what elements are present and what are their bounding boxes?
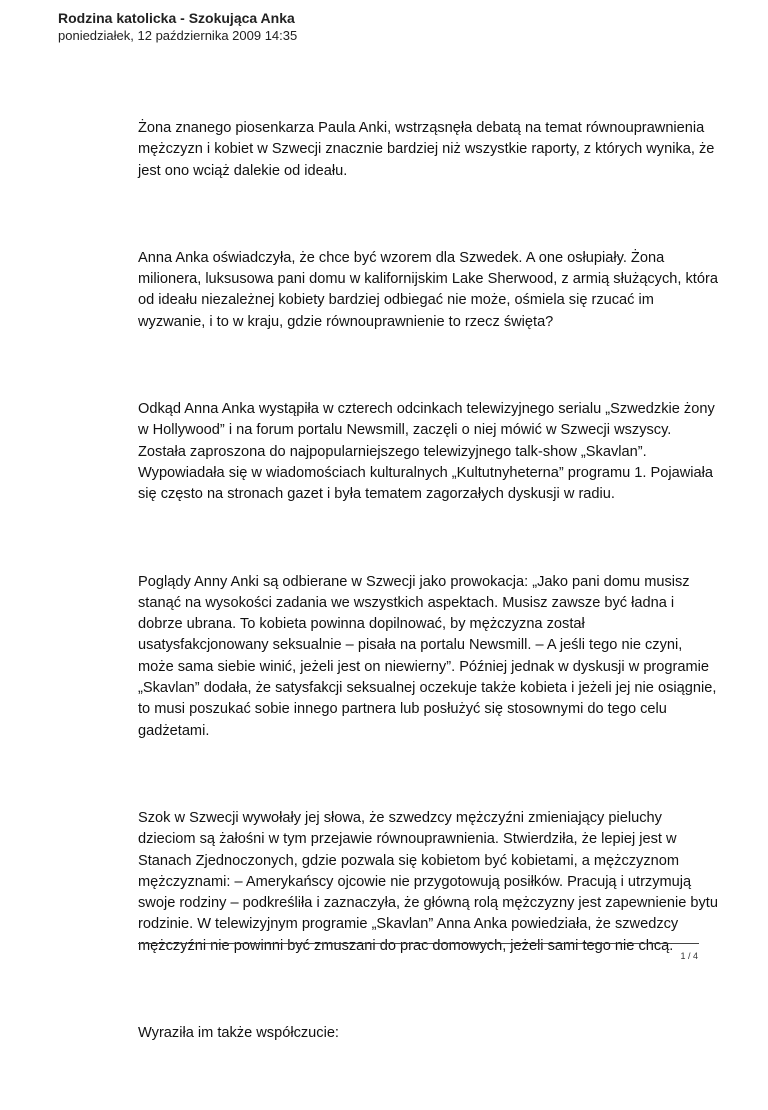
paragraph: Wyraziła im także współczucie: [138, 1025, 339, 1042]
document-title: Rodzina katolicka - Szokująca Anka [58, 10, 295, 26]
paragraph: Odkąd Anna Anka wystąpiła w czterech odcinkach telewizyjnego serialu „Szwedzkie żony w Hollywood” i na forum portalu Newsmill, zaczęli o niej mówić w Szwecji wszyscy. Została zaproszona do najpopularniejszego telewizyjnego talk-show „Skavlan”. Wypowiadała się w wiadomościach kulturalnych „Kultutnyheterna” programu 1. Pojawiała się często na stronach gazet i była tematem zagorzałych dyskusji w radiu. [138, 401, 715, 503]
page-header [58, 10, 708, 44]
page-number: 1 / 4 [680, 951, 698, 961]
article-body [138, 118, 718, 1110]
paragraph: Szok w Szwecji wywołały jej słowa, że szwedzcy mężczyźni zmieniający pieluchy dzieciom są żałośni w tym przejawie równouprawnienia. Stwierdziła, że lepiej jest w Stanach Zjednoczonych, gdzie pozwala się kobietom być kobietami, a mężczyznom mężczyznami: – Amerykańscy ojcowie nie przygotowują posiłków. Pracują i utrzymują swoje rodziny – podkreśliła i zaznaczyła, że główną rolą mężczyzny jest zapewnienie bytu rodzinie. W telewizyjnym programie „Skavlan” Anna Anka powiedziała, że szwedzcy mężczyźni nie powinni być zmuszani do prac domowych, jeżeli sami tego nie chcą. [138, 809, 718, 954]
footer-divider [138, 943, 699, 944]
paragraph: Żona znanego piosenkarza Paula Anki, wstrząsnęła debatą na temat równouprawnienia mężczyzn i kobiet w Szwecji znacznie bardziej niż wszystkie raporty, z których wynika, że jest ono wciąż dalekie od ideału. [138, 120, 715, 179]
publication-date: poniedziałek, 12 października 2009 14:35 [58, 28, 298, 43]
paragraph: Poglądy Anny Anki są odbierane w Szwecji jako prowokacja: „Jako pani domu musisz stanąć na wysokości zadania we wszystkich aspektach. Musisz zawsze być ładna i dobrze ubrana. To kobieta powinna dopilnować, by mężczyzna został usatysfakcjonowany seksualnie – pisała na portalu Newsmill. – A jeśli tego nie czyni, może sama siebie winić, jeżeli jest on niewierny”. Później jednak w dyskusji w programie „Skavlan” dodała, że satysfakcji seksualnej oczekuje także kobieta i jeżeli jej nie osiągnie, to musi poszukać sobie innego partnera lub posłużyć się stosownymi do tego celu gadżetami. [138, 573, 717, 739]
paragraph: Anna Anka oświadczyła, że chce być wzorem dla Szwedek. A one osłupiały. Żona milionera, luksusowa pani domu w kalifornijskim Lake Sherwood, z armią służących, która od ideału niezależnej kobiety bardziej odbiegać nie może, ośmiela się rzucać im wyzwanie, i to w kraju, gdzie równouprawnienie to rzecz święta? [138, 249, 718, 330]
